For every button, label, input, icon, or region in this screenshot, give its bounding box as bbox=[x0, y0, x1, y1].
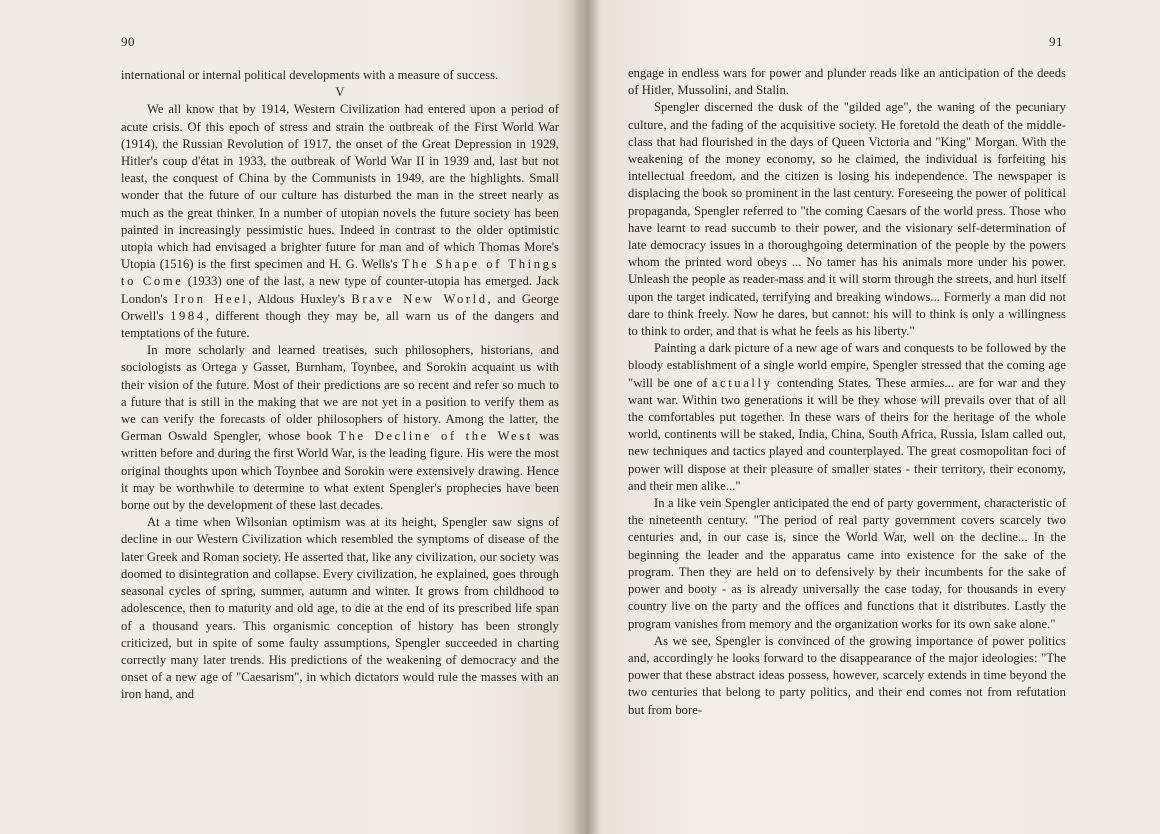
book-title-brave-new-world: Brave New World bbox=[351, 291, 488, 306]
right-paragraph-3: In a like vein Spengler anticipated the end of party government, characteristic of the nineteenth century. "The period of real party government covers scarcely two centuries and, in our case is, since the World War, well on the decline... In the beginning the leader and the apparatus came into existence for the sake of the program. Then they are held on to defensively by their incumbents for the sake of power and booty - as is already universally the case today, for thousands in every country live on the party and the offices and functions that it distributes. Lastly the program vanishes from memory and the organization works for its own sake alone." bbox=[628, 496, 1066, 631]
right-continuation: engage in endless wars for power and plunder reads like an anticipation of the deeds of Hitler, Mussolini, and Stalin. bbox=[628, 66, 1066, 98]
book-title-1984: 1984 bbox=[170, 308, 206, 323]
left-continuation: international or internal political developments with a measure of success. bbox=[121, 68, 499, 82]
book-title-shape: The Shape of Things to Come bbox=[121, 257, 559, 289]
rpara2-part-b: contending States. These armies... are for war and they want war. Within two generations it will be they whose will prevails over that of all the comfortables put together. In these wars of theirs for the heritage of the whole world, continents will be staked, India, China, South Africa, Russia, Islam called out, new techniques and tactics played and counterplayed. The great cosmopolitan foci of power will dispose at their pleasure of smaller states - their territory, their economy, and their men alike..." bbox=[628, 375, 1066, 493]
page-number-right: 91 bbox=[1049, 34, 1063, 49]
para1-part-e: , different though they may be, all warn us of the dangers and temptations of the future. bbox=[121, 308, 559, 341]
left-page-text bbox=[121, 67, 559, 704]
rpara2-part-a: Painting a dark picture of a new age of wars and conquests to be followed by the bloody establishment of a single world empire, Spengler stressed that the coming age "will be one of bbox=[628, 341, 1066, 390]
para1-part-d: , and George Orwell's bbox=[121, 291, 559, 323]
book-title-iron-heel: Iron Heel bbox=[174, 291, 249, 306]
right-page bbox=[590, 0, 1160, 834]
right-paragraph-2 bbox=[628, 340, 1066, 495]
section-numeral: V bbox=[335, 85, 345, 100]
para1-part-a: We all know that by 1914, Western Civilization had entered upon a period of acute crisis. Of this epoch of stress and strain the outbreak of the First World War (1914), the Russian Revolution of 1917, the onset of the Great Depression in 1929, Hitler's coup d'état in 1933, the outbreak of World War II in 1939 and, last but not least, the conquest of China by the Communists in 1949, are the highlights. Small wonder that the future of our culture has disturbed the man in the street nearly as much as the great thinker. In a number of utopian novels the future society has been painted in increasingly pessimistic hues. Indeed in contrast to the older optimistic utopia which had envisaged a brighter future for man and of which Thomas More's Utopia (1516) is the first specimen and H. G. Wells's bbox=[121, 102, 559, 272]
left-paragraph-2 bbox=[121, 342, 559, 514]
para2-part-b: was written before and during the first World War, is the leading figure. His were the most original thoughts upon which Toynbee and Sorokin were extensively drawing. Hence it may be worthwhile to determine to what extent Spengler's prophecies have been borne out by the development of these last decades. bbox=[121, 429, 560, 513]
page-number-left: 90 bbox=[121, 34, 135, 49]
left-paragraph-1 bbox=[121, 101, 559, 342]
para1-part-b: (1933) one of the last, a new type of counter-utopia has emerged. Jack London's bbox=[121, 274, 559, 306]
right-paragraph-4: As we see, Spengler is convinced of the growing importance of power politics and, accordingly he looks forward to the disappearance of the major ideologies: "The power that these abstract ideas possess, however, scarcely extends in time beyond the two centuries that belong to party politics, and their end comes not from refutation but from bore- bbox=[628, 633, 1066, 717]
left-paragraph-3: At a time when Wilsonian optimism was at its height, Spengler saw signs of decline in our Western Civilization which resembled the symptoms of disease of the later Greek and Roman society. He asserted that, like any civilization, our society was doomed to disintegration and collapse. Every civilization, he explained, goes through seasonal cycles of spring, summer, autumn and winter. It grows from childhood to adolescence, then to maturity and old age, to die at the end of its prescribed life span of a thousand years. This organismic conception of history has been strongly criticized, but in spite of some faulty assumptions, Spengler succeeded in charting correctly many later trends. His predictions of the weakening of democracy and the onset of a new age of "Caesarism", in which dictators would rule the masses with an iron hand, and bbox=[121, 515, 559, 702]
para1-part-c: , Aldous Huxley's bbox=[248, 291, 352, 306]
right-paragraph-1: Spengler discerned the dusk of the "gilded age", the waning of the pecuniary culture, and the fading of the acquisitive society. He foretold the death of the middle-class that had flourished in the days of Queen Victoria and "King" Morgan. With the weakening of the money economy, so he claimed, the individual is forfeiting his intellectual freedom, and the citizen is losing his independence. The newspaper is displacing the book so prominent in the last century. Foreseeing the power of political propaganda, Spengler referred to "the coming Caesars of the world press. Those who have learnt to read succumb to their power, and the visionary self-determination of late democracy issues in a thoroughgoing determination of the people by the powers whom the printed word obeys ... No tamer has his animals more under his power. Unleash the people as reader-mass and it will storm through the streets, and hurl itself upon the target indicated, terrifying and breaking windows... Formerly a man did not dare to think freely. Now he dares, but cannot: his will to think is only a willingness to think to order, and that is what he feels as his liberty." bbox=[628, 100, 1066, 339]
right-page-text bbox=[628, 65, 1066, 719]
para2-part-a: In more scholarly and learned treatises, such philosophers, historians, and sociologists as Ortega y Gasset, Burnham, Toynbee, and Sorokin acquaint us with their vision of the future. Most of their predictions are so recent and refer so much to a future that is still in the making that we are not yet in a position to verify them as we can verify the forecasts of older philosophers of history. Among the latter, the German Oswald Spengler, whose book bbox=[121, 343, 559, 444]
book-title-decline: The Decline of the West bbox=[338, 429, 533, 444]
spaced-word-actually: actually bbox=[711, 375, 773, 390]
